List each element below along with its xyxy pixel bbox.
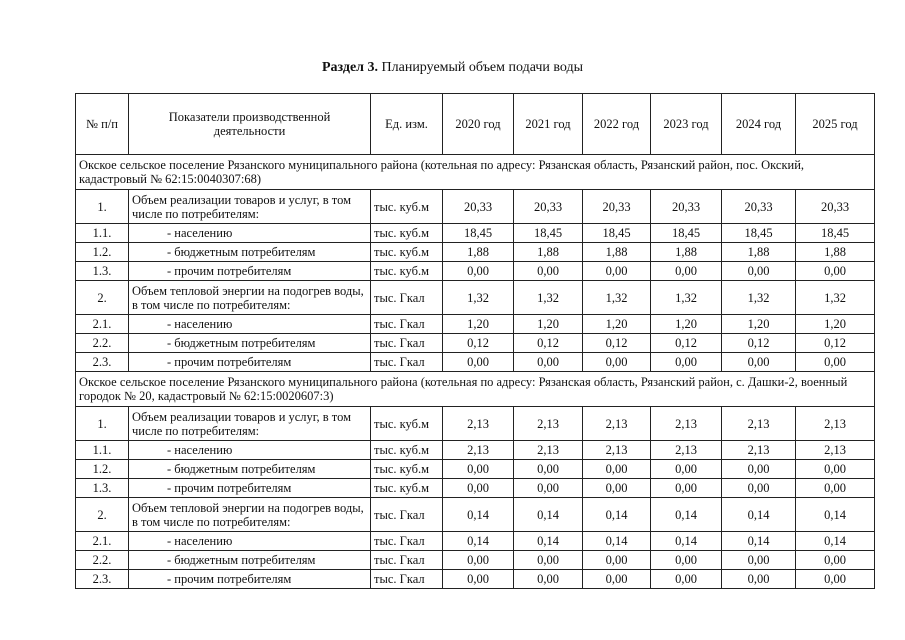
row-value: 1,32 [722,281,796,315]
section-row [76,155,875,190]
row-number: 2.1. [76,315,129,334]
row-value: 2,13 [443,407,514,441]
row-value: 0,14 [514,532,583,551]
row-value: 2,13 [583,407,651,441]
row-unit: тыс. куб.м [371,407,443,441]
row-indicator: - населению [129,441,371,460]
table-row [76,224,875,243]
table-row [76,281,875,315]
row-value: 0,14 [583,498,651,532]
row-value: 0,00 [583,479,651,498]
table-row [76,243,875,262]
row-value: 1,20 [796,315,875,334]
row-value: 0,00 [443,460,514,479]
row-value: 0,00 [583,460,651,479]
section-heading: Окское сельское поселение Рязанского муниципального района (котельная по адресу: Рязанская область, Рязанский район, пос. Окский, кадастровый № 62:15:0040307:68) [76,155,875,190]
row-number: 1.2. [76,460,129,479]
row-value: 0,12 [722,334,796,353]
header-year-2021: 2021 год [514,94,583,155]
row-unit: тыс. куб.м [371,479,443,498]
row-indicator: Объем тепловой энергии на подогрев воды, в том числе по потребителям: [129,498,371,532]
row-value: 0,00 [651,551,722,570]
row-value: 0,00 [722,262,796,281]
page-title [0,60,905,76]
table-row [76,460,875,479]
row-value: 18,45 [583,224,651,243]
row-value: 0,00 [443,353,514,372]
row-unit: тыс. Гкал [371,315,443,334]
header-year-2023: 2023 год [651,94,722,155]
row-indicator: - прочим потребителям [129,353,371,372]
row-value: 0,00 [443,262,514,281]
row-value: 0,00 [514,551,583,570]
row-value: 0,00 [583,551,651,570]
table-row [76,570,875,589]
row-value: 0,12 [514,334,583,353]
table-row [76,262,875,281]
row-indicator: - прочим потребителям [129,479,371,498]
row-value: 0,00 [722,479,796,498]
row-value: 0,12 [651,334,722,353]
row-value: 1,88 [443,243,514,262]
row-value: 0,14 [796,532,875,551]
row-value: 2,13 [796,407,875,441]
row-value: 20,33 [651,190,722,224]
row-number: 2. [76,281,129,315]
row-indicator: - населению [129,224,371,243]
row-value: 0,00 [651,353,722,372]
row-number: 1. [76,190,129,224]
header-indicator: Показатели производственной деятельности [129,94,371,155]
row-number: 2.1. [76,532,129,551]
table-row [76,441,875,460]
row-unit: тыс. куб.м [371,262,443,281]
table-row [76,532,875,551]
row-value: 1,32 [514,281,583,315]
row-value: 0,14 [651,498,722,532]
table-row [76,551,875,570]
section-row [76,372,875,407]
row-value: 0,00 [651,262,722,281]
row-indicator: - прочим потребителям [129,570,371,589]
row-value: 1,32 [796,281,875,315]
row-number: 2.2. [76,551,129,570]
row-value: 0,00 [796,570,875,589]
table-row [76,498,875,532]
row-indicator: - населению [129,315,371,334]
row-value: 0,00 [514,570,583,589]
row-value: 0,14 [443,498,514,532]
header-year-2024: 2024 год [722,94,796,155]
row-indicator: Объем реализации товаров и услуг, в том числе по потребителям: [129,190,371,224]
row-number: 1.3. [76,262,129,281]
row-value: 0,00 [722,570,796,589]
row-unit: тыс. Гкал [371,570,443,589]
row-unit: тыс. куб.м [371,190,443,224]
header-unit: Ед. изм. [371,94,443,155]
row-value: 0,00 [583,570,651,589]
row-value: 20,33 [443,190,514,224]
row-value: 1,20 [514,315,583,334]
row-indicator: - прочим потребителям [129,262,371,281]
row-value: 0,00 [443,551,514,570]
row-value: 1,20 [583,315,651,334]
row-value: 1,32 [583,281,651,315]
row-indicator: - бюджетным потребителям [129,334,371,353]
table-row [76,353,875,372]
header-row [76,94,875,155]
row-value: 1,88 [583,243,651,262]
row-value: 0,00 [722,551,796,570]
row-value: 0,14 [722,498,796,532]
row-value: 0,14 [796,498,875,532]
row-indicator: - бюджетным потребителям [129,243,371,262]
row-value: 18,45 [443,224,514,243]
row-value: 0,14 [514,498,583,532]
row-value: 2,13 [443,441,514,460]
section-heading: Окское сельское поселение Рязанского муниципального района (котельная по адресу: Рязанская область, Рязанский район, с. Дашки-2, военный городок № 20, кадастровый № 62:15:0020607:3) [76,372,875,407]
row-value: 20,33 [796,190,875,224]
row-number: 1. [76,407,129,441]
row-value: 1,20 [722,315,796,334]
row-number: 2.3. [76,353,129,372]
row-indicator: - населению [129,532,371,551]
row-value: 2,13 [722,407,796,441]
row-value: 20,33 [514,190,583,224]
row-unit: тыс. Гкал [371,532,443,551]
row-value: 0,00 [514,353,583,372]
row-value: 18,45 [722,224,796,243]
row-indicator: - бюджетным потребителям [129,551,371,570]
table-row [76,407,875,441]
row-value: 18,45 [651,224,722,243]
row-value: 0,00 [443,570,514,589]
row-value: 18,45 [796,224,875,243]
row-value: 1,32 [443,281,514,315]
row-value: 2,13 [583,441,651,460]
row-number: 1.2. [76,243,129,262]
row-indicator: Объем реализации товаров и услуг, в том числе по потребителям: [129,407,371,441]
row-value: 0,00 [651,570,722,589]
header-year-2022: 2022 год [583,94,651,155]
row-value: 0,12 [796,334,875,353]
table-row [76,190,875,224]
row-value: 2,13 [722,441,796,460]
row-value: 0,14 [583,532,651,551]
row-value: 0,00 [651,460,722,479]
row-unit: тыс. куб.м [371,224,443,243]
water-supply-table [75,93,875,589]
row-unit: тыс. куб.м [371,460,443,479]
row-value: 1,88 [651,243,722,262]
row-value: 2,13 [514,407,583,441]
row-unit: тыс. Гкал [371,353,443,372]
table-row [76,479,875,498]
row-number: 1.3. [76,479,129,498]
row-value: 0,00 [651,479,722,498]
row-value: 0,12 [443,334,514,353]
row-value: 2,13 [796,441,875,460]
row-value: 1,20 [443,315,514,334]
row-value: 0,00 [514,460,583,479]
row-value: 0,00 [514,262,583,281]
row-value: 0,14 [443,532,514,551]
row-value: 0,00 [443,479,514,498]
header-year-2020: 2020 год [443,94,514,155]
row-value: 1,88 [796,243,875,262]
header-num: № п/п [76,94,129,155]
header-year-2025: 2025 год [796,94,875,155]
row-value: 0,00 [722,353,796,372]
row-indicator: - бюджетным потребителям [129,460,371,479]
row-value: 1,88 [722,243,796,262]
row-unit: тыс. куб.м [371,441,443,460]
table-row [76,334,875,353]
row-unit: тыс. Гкал [371,334,443,353]
row-unit: тыс. куб.м [371,243,443,262]
section-title: Планируемый объем подачи воды [381,60,584,75]
row-unit: тыс. Гкал [371,281,443,315]
row-value: 0,14 [651,532,722,551]
row-value: 0,00 [796,551,875,570]
section-number: Раздел 3. [321,60,379,75]
row-value: 0,00 [796,262,875,281]
row-unit: тыс. Гкал [371,551,443,570]
row-value: 0,00 [514,479,583,498]
row-number: 1.1. [76,224,129,243]
row-value: 1,88 [514,243,583,262]
row-value: 0,14 [722,532,796,551]
row-value: 1,32 [651,281,722,315]
row-number: 2.2. [76,334,129,353]
row-unit: тыс. Гкал [371,498,443,532]
row-value: 0,00 [583,353,651,372]
table-row [76,315,875,334]
row-value: 2,13 [514,441,583,460]
row-value: 2,13 [651,407,722,441]
row-value: 20,33 [583,190,651,224]
row-number: 2. [76,498,129,532]
row-value: 18,45 [514,224,583,243]
row-value: 0,00 [722,460,796,479]
row-value: 0,00 [796,479,875,498]
row-value: 20,33 [722,190,796,224]
row-value: 0,00 [583,262,651,281]
row-number: 1.1. [76,441,129,460]
row-value: 0,12 [583,334,651,353]
row-number: 2.3. [76,570,129,589]
row-value: 0,00 [796,460,875,479]
table-body [76,155,875,589]
row-value: 2,13 [651,441,722,460]
row-value: 1,20 [651,315,722,334]
row-value: 0,00 [796,353,875,372]
row-indicator: Объем тепловой энергии на подогрев воды, в том числе по потребителям: [129,281,371,315]
